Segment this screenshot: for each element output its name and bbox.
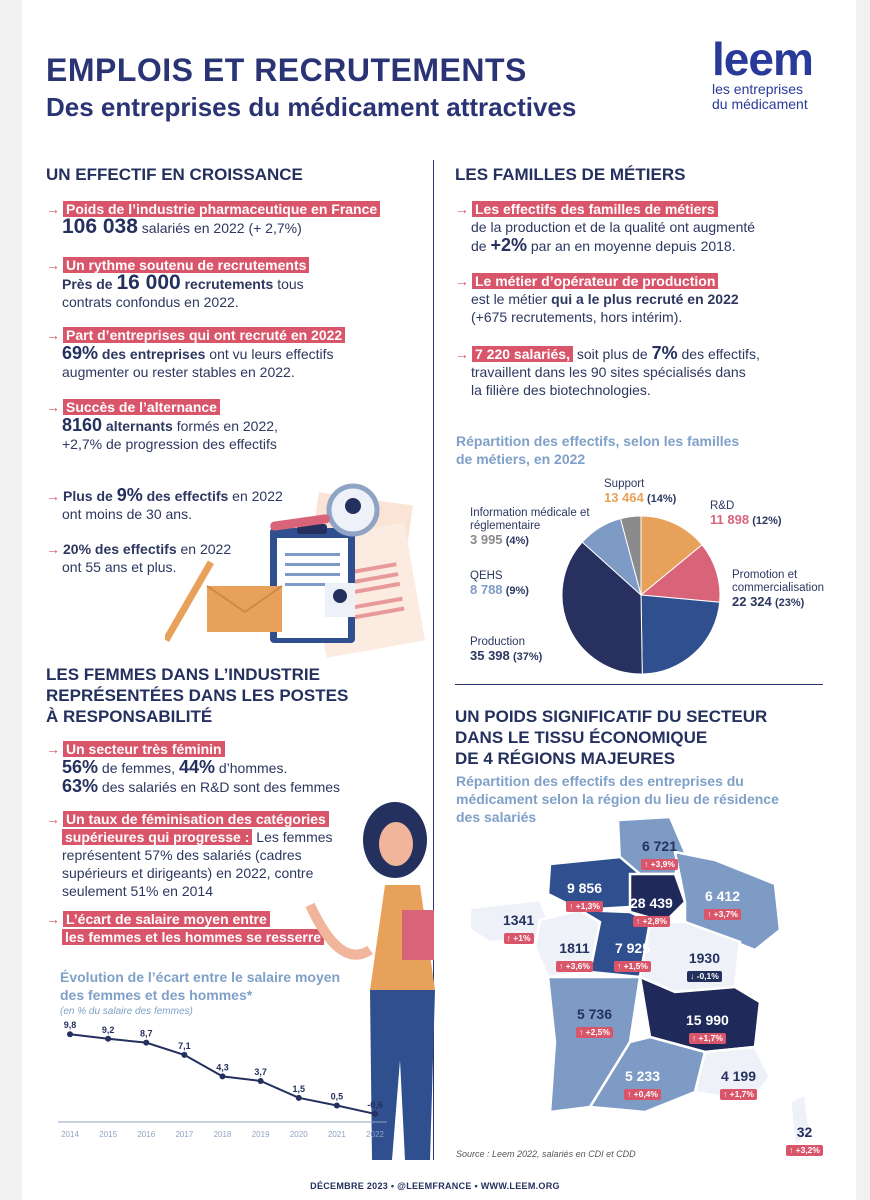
arrow-icon: → [455, 273, 469, 289]
left-margin [0, 0, 22, 1200]
femmes-item-2-line3: supérieurs et dirigeants) en 2022, contre [62, 865, 314, 881]
regions-sub-1: Répartition des effectifs des entreprises du [456, 773, 744, 789]
region-value: 1811 [559, 940, 590, 956]
effectif-item-4-line2: +2,7% de progression des effectifs [62, 436, 277, 452]
metiers-item-2-line3: (+675 recrutements, hors intérim). [471, 309, 683, 325]
footer: DÉCEMBRE 2023 • @LEEMFRANCE • WWW.LEEM.ORG [310, 1181, 560, 1191]
femmes-item-3-highlight-1: L’écart de salaire moyen entre [63, 911, 270, 927]
region-value: 28 439 [630, 895, 673, 911]
region-label-nouvelle-aquitaine [576, 1006, 613, 1038]
region-value: 5 233 [624, 1068, 660, 1084]
region-change-text: +2,5% [585, 1027, 610, 1037]
effectif-item-3-bold: des entreprises [98, 346, 206, 362]
regions-heading-2: DANS LE TISSU ÉCONOMIQUE [455, 728, 708, 747]
logo-tagline-1: les entreprises [712, 81, 804, 97]
data-label-2022: -0,6 [367, 1099, 383, 1110]
pie-chart-title-1: Répartition des effectifs, selon les familles [456, 433, 740, 449]
region-label-occitanie [624, 1068, 661, 1100]
arrow-icon: → [46, 811, 60, 827]
pie-label-support-value: 13 464 [604, 490, 644, 505]
region-change-text: +1,7% [698, 1033, 723, 1043]
metiers-item-3-pre: soit plus de [572, 346, 652, 362]
femmes-item-1-value-2: 44% [178, 757, 215, 777]
regions-heading-3: DE 4 RÉGIONS MAJEURES [455, 749, 676, 768]
data-point-2021 [334, 1103, 340, 1109]
femmes-heading-2: REPRÉSENTÉES DANS LES POSTES [46, 686, 349, 705]
effectif-item-4-value: 8160 [62, 415, 103, 435]
effectif-item-5-text: en 2022 [228, 488, 283, 504]
region-change-text: +1,5% [623, 961, 648, 971]
region-change: ↑ +1,7% [689, 1033, 726, 1044]
femmes-item-3-highlight-2: les femmes et les hommes se resserre [62, 929, 324, 945]
region-label-pays-de-la-loire [556, 940, 593, 972]
region-label-auvergne-rhone-alpes [686, 1012, 729, 1044]
data-label-2017: 7,1 [178, 1040, 191, 1051]
region-change: ↑ +2,5% [576, 1027, 613, 1038]
regions-sub-3: des salariés [456, 809, 537, 825]
region-change: ↑ +3,6% [556, 961, 593, 972]
effectif-item-3-line2: augmenter ou rester stables en 2022. [62, 364, 295, 380]
region-change-text: +1,7% [729, 1089, 754, 1099]
region-change: ↓ -0,1% [687, 971, 722, 982]
femmes-item-1-text-3: des salariés en R&D sont des femmes [98, 779, 341, 795]
pencil-icon [165, 561, 214, 642]
femmes-heading-1: LES FEMMES DANS L’INDUSTRIE [46, 665, 320, 684]
femmes-item-1-text-1: de femmes, [98, 760, 179, 776]
metiers-item-3-line2: travaillent dans les 90 sites spécialisés dans [471, 364, 746, 380]
region-change: ↑ +3,9% [641, 859, 678, 870]
metiers-item-2-bold: qui a le plus recruté en 2022 [551, 291, 739, 307]
region-label-centre [614, 940, 651, 972]
pie-label-rd-name: R&D [710, 500, 735, 512]
region-value: 4 199 [720, 1068, 756, 1084]
metiers-heading: LES FAMILLES DE MÉTIERS [455, 165, 686, 184]
pie-label-support [604, 478, 676, 506]
data-label-2015: 9,2 [101, 1024, 115, 1035]
region-change: ↑ +2,8% [633, 916, 670, 927]
x-tick-2020: 2020 [289, 1130, 308, 1139]
regions-heading-1: UN POIDS SIGNIFICATIF DU SECTEUR [455, 707, 768, 726]
data-point-2018 [220, 1073, 226, 1079]
effectif-item-5-bold: des effectifs [142, 488, 229, 504]
region-label-bourgogne [687, 950, 722, 982]
pie-label-qehs-value: 8 788 [470, 582, 503, 597]
pie-chart-title-2: de métiers, en 2022 [456, 451, 586, 467]
femmes-heading-3: À RESPONSABILITÉ [46, 707, 213, 726]
metiers-item-3-text: des effectifs, [677, 346, 760, 362]
region-change-text: +1,3% [575, 901, 600, 911]
region-change-text: +0,4% [633, 1089, 658, 1099]
region-change-text: -0,1% [696, 971, 719, 981]
region-change: ↑ +3,2% [786, 1145, 823, 1156]
region-value: 15 990 [686, 1012, 729, 1028]
region-change: ↑ +1,7% [720, 1089, 757, 1100]
x-tick-2017: 2017 [175, 1130, 194, 1139]
page-subtitle: Des entreprises du médicament attractives [46, 92, 577, 122]
data-label-2018: 4,3 [216, 1062, 229, 1073]
data-label-2020: 1,5 [292, 1083, 306, 1094]
x-tick-2018: 2018 [213, 1130, 232, 1139]
effectif-item-4-highlight: Succès de l’alternance [63, 399, 220, 415]
pie-label-support-pct: (14%) [646, 493, 677, 505]
metiers-item-2-pre: est le métier [471, 291, 552, 307]
source-note: Source : Leem 2022, salariés en CDI et CDD [456, 1149, 636, 1159]
section-separator [455, 684, 823, 685]
arrow-icon: → [46, 741, 60, 757]
femmes-item-2-text: Les femmes [252, 829, 333, 845]
logo-word: leem [712, 33, 813, 85]
femmes-item-1-highlight: Un secteur très féminin [63, 741, 225, 757]
metiers-item-2-highlight: Le métier d’opérateur de production [472, 273, 718, 289]
effectif-item-2-text: tous [273, 276, 304, 292]
x-tick-2015: 2015 [99, 1130, 118, 1139]
pie-label-promotion-name: Promotion et commercialisation [732, 569, 825, 594]
effectif-item-6-text: en 2022 [176, 541, 232, 557]
logo-tagline-2: du médicament [712, 96, 808, 112]
region-value: 1341 [503, 912, 535, 928]
recruitment-illustration [165, 478, 430, 658]
pie-label-info [470, 507, 600, 548]
region-change-text: +1% [513, 933, 531, 943]
metiers-item-3-highlight: 7 220 salariés, [472, 346, 573, 362]
data-point-2020 [296, 1095, 302, 1101]
region-label-grand-est [704, 888, 741, 920]
arrow-icon: → [46, 488, 60, 504]
effectif-item-3-highlight: Part d’entreprises qui ont recruté en 2022 [63, 327, 345, 343]
data-label-2016: 8,7 [139, 1028, 153, 1039]
pie-label-qehs-pct: (9%) [505, 585, 529, 597]
pie-label-qehs-name: QEHS [470, 570, 503, 582]
metiers-item-1-line2: de la production et de la qualité ont augmenté [471, 219, 756, 235]
region-value: 32 [796, 1124, 813, 1140]
salary-chart-title-1: Évolution de l’écart entre le salaire moyen [60, 969, 341, 985]
region-label-ile-de-france [630, 895, 673, 927]
pie-label-info-value: 3 995 [470, 532, 503, 547]
region-change: ↑ +0,4% [624, 1089, 661, 1100]
effectif-item-3-text: ont vu leurs effectifs [205, 346, 334, 362]
effectif-heading: UN EFFECTIF EN CROISSANCE [46, 165, 303, 184]
page-title: EMPLOIS ET RECRUTEMENTS [46, 52, 527, 88]
metiers-item-3-line3: la filière des biotechnologies. [471, 382, 651, 398]
arrow-icon: → [46, 911, 60, 927]
metiers-item-3-value: 7% [651, 343, 678, 363]
region-change-text: +3,9% [650, 859, 675, 869]
effectif-item-1 [46, 200, 426, 237]
region-value: 9 856 [566, 880, 602, 896]
arrow-icon: → [46, 541, 60, 557]
femmes-item-2-highlight-2: supérieures qui progresse : [62, 829, 252, 845]
pie-label-production-value: 35 398 [470, 648, 510, 663]
metiers-item-1-highlight: Les effectifs des familles de métiers [472, 201, 718, 217]
effectif-item-2-line2: contrats confondus en 2022. [62, 294, 239, 310]
effectif-item-5-line2: ont moins de 30 ans. [62, 506, 192, 522]
effectif-item-5-value: 9% [116, 485, 143, 505]
x-tick-2019: 2019 [251, 1130, 270, 1139]
arrow-icon: → [46, 327, 60, 343]
region-value: 1930 [688, 950, 720, 966]
data-label-2021: 0,5 [330, 1091, 344, 1102]
metiers-item-2 [455, 272, 835, 326]
x-tick-2022: 2022 [366, 1130, 384, 1139]
region-change: ↑ +1% [504, 933, 534, 944]
pie-label-rd-pct: (12%) [752, 515, 782, 527]
effectif-item-6-bold: 20% des effectifs [63, 541, 177, 557]
region-value: 6 412 [704, 888, 740, 904]
effectif-item-3-value: 69% [62, 343, 99, 363]
metiers-item-3 [455, 344, 835, 399]
effectif-item-1-highlight: Poids de l’industrie pharmaceutique en France [63, 201, 380, 217]
salary-gap-line-chart [50, 1015, 410, 1140]
metiers-item-1-pre: de [471, 238, 491, 254]
region-label-hauts-de-france [641, 838, 678, 870]
femmes-item-2-highlight-1: Un taux de féminisation des catégories [63, 811, 329, 827]
femmes-item-1-value-1: 56% [62, 757, 99, 777]
effectif-item-2-bold: recrutements [180, 276, 274, 292]
effectif-item-2 [46, 256, 426, 311]
data-point-2016 [143, 1040, 149, 1046]
salary-chart-note: (en % du salaire des femmes) [60, 1006, 193, 1017]
pie-label-production [470, 636, 542, 664]
region-value: 7 925 [614, 940, 650, 956]
data-label-2019: 3,7 [254, 1066, 267, 1077]
data-point-2017 [181, 1052, 187, 1058]
pie-label-promotion-pct: (23%) [774, 597, 805, 609]
pie-label-production-pct: (37%) [512, 651, 543, 663]
x-tick-2021: 2021 [327, 1130, 346, 1139]
arrow-icon: → [46, 257, 60, 273]
region-value: 6 721 [641, 838, 677, 854]
femmes-item-1-value-3: 63% [62, 776, 99, 796]
arrow-icon: → [46, 201, 60, 217]
region-change-text: +3,7% [713, 909, 738, 919]
arrow-icon: → [455, 201, 469, 217]
effectif-item-4-bold: alternants [102, 418, 173, 434]
effectif-item-4 [46, 398, 426, 453]
data-point-2022 [372, 1111, 378, 1117]
region-value: 5 736 [576, 1006, 612, 1022]
femmes-item-1-text-2: d’hommes. [214, 760, 288, 776]
effectif-item-2-value: 16 000 [116, 271, 181, 294]
pie-label-info-pct: (4%) [505, 535, 529, 547]
femmes-item-1 [46, 740, 416, 796]
region-label-bretagne [503, 912, 534, 944]
region-change-text: +3,2% [795, 1145, 820, 1155]
region-change: ↑ +1,3% [566, 901, 603, 912]
effectif-item-1-text: salariés en 2022 (+ 2,7%) [137, 220, 302, 236]
region-change-text: +3,6% [565, 961, 590, 971]
data-point-2014 [67, 1031, 73, 1037]
effectif-item-2-highlight: Un rythme soutenu de recrutements [63, 257, 309, 273]
region-change: ↑ +1,5% [614, 961, 651, 972]
metiers-item-1-value: +2% [490, 235, 527, 255]
region-change: ↑ +3,7% [704, 909, 741, 920]
data-label-2014: 9,8 [63, 1020, 77, 1031]
arrow-icon: → [46, 399, 60, 415]
x-tick-2014: 2014 [61, 1130, 79, 1139]
metiers-item-1-text: par an en moyenne depuis 2018. [527, 238, 736, 254]
data-point-2019 [258, 1078, 264, 1084]
effectif-item-5-pre: Plus de [63, 488, 117, 504]
femmes-item-2-line4: seulement 51% en 2014 [62, 883, 213, 899]
x-tick-2016: 2016 [137, 1130, 156, 1139]
metiers-item-1 [455, 200, 835, 255]
pie-label-qehs [470, 570, 529, 598]
effectif-item-6-line2: ont 55 ans et plus. [62, 559, 177, 575]
data-point-2015 [105, 1036, 111, 1042]
region-label-corse [786, 1124, 823, 1156]
pie-label-info-name: Information médicale et réglementaire [470, 507, 590, 532]
effectif-item-1-value: 106 038 [62, 215, 138, 238]
region-change-text: +2,8% [642, 916, 667, 926]
regions-sub-2: médicament selon la région du lieu de résidence [456, 791, 779, 807]
pie-label-rd-value: 11 898 [710, 512, 750, 527]
effectif-item-2-pre: Près de [62, 276, 117, 292]
pie-label-rd [710, 500, 782, 528]
pie-label-support-name: Support [604, 478, 645, 490]
femmes-item-2-line2: représentent 57% des salariés (cadres [62, 847, 302, 863]
salary-chart-title-2: des femmes et des hommes* [60, 987, 253, 1003]
leem-logo [712, 33, 832, 112]
effectif-item-3 [46, 326, 426, 381]
pie-label-production-name: Production [470, 636, 525, 648]
arrow-icon: → [455, 346, 469, 362]
region-label-normandie [566, 880, 603, 912]
effectif-item-4-text: formés en 2022, [172, 418, 278, 434]
right-margin [856, 0, 870, 1200]
pie-label-promotion [732, 569, 842, 610]
pie-slice-2 [641, 595, 720, 674]
region-label-paca [720, 1068, 757, 1100]
pie-label-promotion-value: 22 324 [732, 594, 772, 609]
